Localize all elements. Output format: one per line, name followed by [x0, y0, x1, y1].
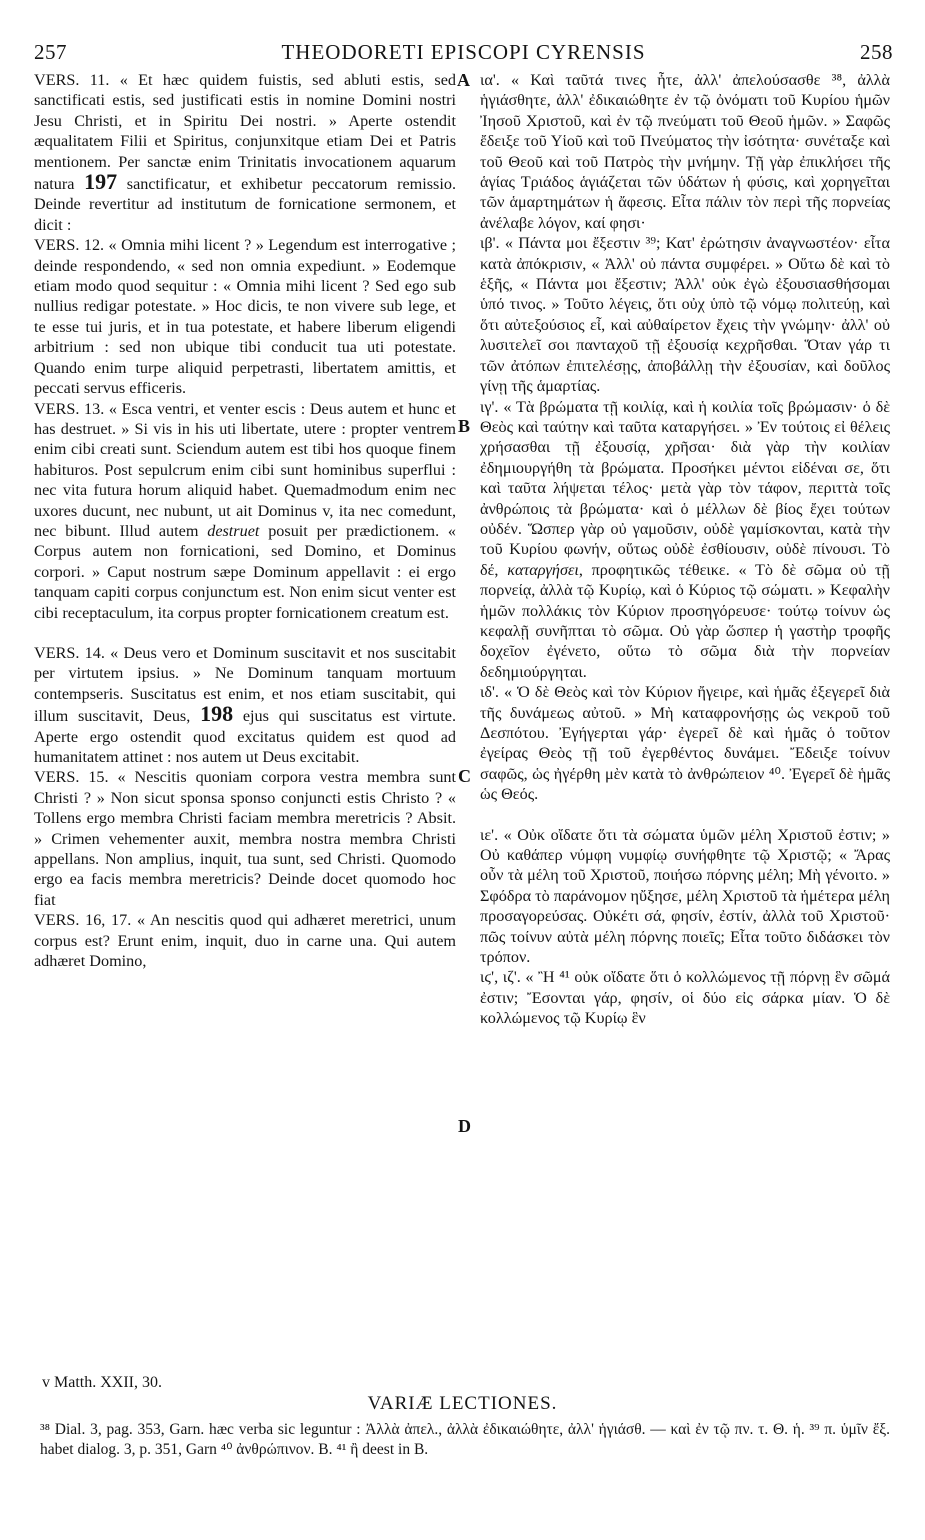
- variae-lectiones-heading: VARIÆ LECTIONES.: [367, 1393, 558, 1414]
- greek-paragraph-12: ιβ'. « Πάντα μοι ἔξεστιν ³⁹; Κατ' ἐρώτησιν ἀναγνωστέον· εἶτα κατὰ ἀπόκρισιν, « Ἀλλ' οὐ πάντα συμφέρει. » Οὕτω δὲ καὶ τὸ ἑξῆς, « Πάντα μοι ἔξεστιν; Ἀλλ' οὐκ ἐγὼ ἐξουσιασθήσομαι ὑπό τινος. » Τοῦτο λέγεις, ὅτι οὐχ ὑπὸ τῷ νόμῳ πολιτεύῃ, καὶ ὅτι αὐτεξούσιος εἶ, καὶ αὐθαίρετον ἔχεις τὴν γνώμην· ἀλλ' οὐ λυσιτελεῖ σοι πανταχοῦ τῇ ἐξουσίᾳ κεχρῆσθαι. Ὅταν γάρ τι τῶν ἀτόπων ἐπιτελέσῃς, ἀποβάλλῃ τὴν ἐξουσίαν, καὶ δοῦλος γίνῃ τῆς ἁμαρτίας.: [480, 234, 890, 396]
- right-page-number: 258: [860, 40, 893, 64]
- latin-paragraph-vers-16-17: VERS. 16, 17. « An nescitis quod qui adhæret meretrici, unum corpus est? Erunt enim, inquit, duo in carne una. Qui autem adhæret Domino,: [34, 911, 456, 971]
- paragraph-gap: [480, 805, 890, 825]
- footnote-matthew: v Matth. XXII, 30.: [42, 1374, 162, 1391]
- emphasis-destruet: destruet: [207, 521, 260, 540]
- column-number-197: 197: [84, 169, 118, 195]
- greek-paragraph-14: ιδ'. « Ὁ δὲ Θεὸς καὶ τὸν Κύριον ἤγειρε, καὶ ἡμᾶς ἐξεγερεῖ διὰ τῆς δυνάμεως αὐτοῦ. » Μὴ καταφρονήσῃς ὡς νεκροῦ τοῦ Δεσπότου. Ἐγήγερται γάρ· ἐγερεῖ δὲ καὶ ἡμᾶς ὁ τοῦτον ἐγείρας Θεὸς τῇ τοῦ ἐγερθέντος δυνάμει. Ἔδειξε τοίνυν σαφῶς, ὡς ἠγέρθη μὲν κατὰ τὸ ἀνθρώπειον ⁴⁰. Ἐγερεῖ δὲ ἡμᾶς ὡς Θεός.: [480, 683, 890, 804]
- margin-letter-b: B: [458, 416, 471, 436]
- left-page-number: 257: [34, 40, 67, 64]
- paragraph-gap: [34, 623, 456, 643]
- variae-lectiones-notes: ³⁸ Dial. 3, pag. 353, Garn. hæc verba sic leguntur : Ἀλλὰ ἀπελ., ἀλλὰ ἐδικαιώθητε, ἀλλ' ἡγιάσθ. — καὶ ἐν τῷ πν. τ. Θ. ἡ. ³⁹ π. ὑμῖν ἔξ. habet dialog. 3, p. 351, Garn ⁴⁰ ἀνθρώπινον. B. ⁴¹ ἢ deest in B.: [40, 1421, 890, 1458]
- column-number-198: 198: [200, 701, 234, 727]
- greek-column: [480, 70, 890, 1029]
- margin-letter-d: D: [458, 1116, 471, 1136]
- latin-paragraph-vers-11: VERS. 11. « Et hæc quidem fuistis, sed abluti estis, sed sanctificati estis, sed justificati estis in nomine Domini nostri Jesu Christi, et in Spiritu Dei nostri. » Aperte ostendit æqualitatem Filii et Spiritus, conjunxitque etiam Dei et Patris mentionem. Per sanctæ enim Trinitatis invocationem aquarum natura 197 sanctificatur, et exhibetur peccatorum remissio. Deinde revertitur ad institutum de fornicatione sermonem, et dicit :: [34, 71, 456, 234]
- greek-paragraph-13: ιγ'. « Τὰ βρώματα τῇ κοιλίᾳ, καὶ ἡ κοιλία τοῖς βρώμασιν· ὁ δὲ Θεὸς καὶ ταύτην καὶ ταῦτα καταργήσει. » Ἐν τούτοις εἰ θέλεις χρήσασθαι τῇ ἐξουσίᾳ, χρῆσαι· διὰ γὰρ τὴν κοιλίαν ἐδημιουργήθη τὰ βρώματα. Προσήκει μέντοι εἰδέναι σε, ὅτι καὶ ταῦτα λήψεται τέλος· μετὰ γὰρ τὸν τάφον, περιττὰ τοῖς ἀνθρώποις τὰ βρώματα· καὶ ὁ μέλλων δὲ βίος ἔχει τούτων οὐδέν. Ὥσπερ γὰρ οὐ γαμοῦσιν, οὐδὲ γαμίσκονται, κατὰ τὴν τοῦ Κυρίου φωνήν, οὕτως οὐδὲ ἐσθίουσιν, οὐδὲ πίνουσι. Τὸ δέ, καταργήσει, προφητικῶς τέθεικε. « Τὸ δὲ σῶμα οὐ τῇ πορνείᾳ, ἀλλὰ τῷ Κυρίῳ, καὶ ὁ Κύριος τῷ σώματι. » Κεφαλὴν ἡμῶν πολλάκις τὸν Κύριον προσηγόρευσε· τούτῳ τοίνυν ὡς κεφαλῇ συνῆπται τὸ σῶμα. Οὐ γὰρ ὥσπερ ἡ γαστὴρ τροφῆς δοχεῖον ἐγένετο, οὕτω τὸ σῶμα διὰ τὴν πορνείαν δεδημιούργηται.: [480, 397, 890, 681]
- greek-paragraph-16-17: ιϛ', ιζ'. « Ἢ ⁴¹ οὐκ οἴδατε ὅτι ὁ κολλώμενος τῇ πόρνῃ ἓν σῶμά ἐστιν; Ἔσονται γάρ, φησίν, οἱ δύο εἰς σάρκα μίαν. Ὁ δὲ κολλώμενος τῷ Κυρίῳ ἓν: [480, 968, 890, 1028]
- latin-column: [34, 70, 456, 971]
- margin-letter-a: A: [457, 70, 470, 90]
- latin-paragraph-vers-15: VERS. 15. « Nescitis quoniam corpora vestra membra sunt Christi ? » Non sicut sponsa sponso conjuncti estis Christo ? « Tollens ergo membra Christi faciam membra meretricis ? Absit. » Crimen vehementer auxit, membra nostra membra Christi appellans. Non amplius, inquit, tua sunt, sed Christi. Quomodo ergo ea facis membra meretricis? Deinde docet quomodo hoc fiat: [34, 768, 456, 909]
- greek-paragraph-11: ια'. « Καὶ ταῦτά τινες ἦτε, ἀλλ' ἀπελούσασθε ³⁸, ἀλλὰ ἡγιάσθητε, ἀλλ' ἐδικαιώθητε ἐν τῷ ὀνόματι τοῦ Κυρίου ἡμῶν Ἰησοῦ Χριστοῦ, καὶ ἐν τῷ πνεύματι τοῦ Θεοῦ ἡμῶν. » Σαφῶς ἔδειξε τοῦ Υἱοῦ καὶ τοῦ Πνεύματος τὴν ἰσότητα· συνέταξε καὶ τοῦ Θεοῦ καὶ τοῦ Πατρὸς τὴν μνήμην. Τῇ γὰρ ἐπικλήσει τῆς ἁγίας Τριάδος ἁγιάζεται τῶν ὑδάτων ἡ φύσις, καὶ χορηγεῖται τῶν ἁμαρτημάτων ἡ ἄφεσις. Εἶτα πάλιν τὸν περὶ τῆς πορνείας ἀνέλαβε λόγον, καί φησι·: [480, 71, 890, 232]
- latin-paragraph-vers-14: VERS. 14. « Deus vero et Dominum suscitavit et nos suscitabit per virtutem ipsius. » Ne Dominum tanquam mortuum contempseris. Suscitatus est enim, et nos etiam suscitabit, qui illum suscitavit, Deus, 198 ejus qui suscitatus est virtute. Aperte ergo ostendit quod excitatus quidem est quod ad humanitatem attinet : nos autem ut Deus excitabit.: [34, 643, 457, 766]
- running-title: THEODORETI EPISCOPI CYRENSIS: [281, 40, 646, 64]
- emphasis-katargesei: καταργήσει: [507, 560, 579, 579]
- margin-letter-c: C: [458, 766, 471, 786]
- running-header: [34, 40, 893, 70]
- latin-paragraph-vers-13: VERS. 13. « Esca ventri, et venter escis : Deus autem et hunc et has destruet. » Si vis in his uti libertate, utere : propter ventrem enim cibi creati sunt. Sciendum autem est tibi hos quoque finem habituros. Post sepulcrum enim cibi sunt hominibus superflui : nec vita futura horum aliquid habet. Quemadmodum enim nec uxores ducunt, nec nubunt, ut ait Dominus v, ita nec comedunt, nec bibunt. Illud autem destruet posuit per prædictionem. « Corpus autem non fornicationi, sed Domino, et Dominus corpori. » Caput nostrum sæpe Dominum appellavit : ei ergo tanquam capiti corpus conjunctum est. Non enim sicut venter est cibi receptaculum, ita corpus propter fornicationem creatum est.: [34, 399, 457, 622]
- latin-paragraph-vers-12: VERS. 12. « Omnia mihi licent ? » Legendum est interrogative ; deinde respondendo, « sed non omnia expediunt. » Eodemque etiam modo quod sequitur : « Omnia mihi licent ? Sed ego sub nullius redigar potestate. » Hoc dicis, te non vivere sub lege, et te esse tui juris, et in tua potestate, et habere liberum eligendi arbitrium : sed non ubique tibi conducit tua uti potestate. Quando enim turpe aliquid perpetrasti, libertatem amittis, et peccati servus efficeris.: [34, 236, 456, 398]
- greek-paragraph-15: ιε'. « Οὐκ οἴδατε ὅτι τὰ σώματα ὑμῶν μέλη Χριστοῦ ἐστιν; » Οὐ καθάπερ νύμφη νυμφίῳ συνήφθητε τῷ Χριστῷ; « Ἄρας οὖν τὰ μέλη τοῦ Χριστοῦ, ποιήσω πόρνης μέλη; Μὴ γένοιτο. » Σφόδρα τὸ παράνομον ηὔξησε, μέλη Χριστοῦ τὰ ἡμέτερα μέλη προσαγορεύσας. Οὐκέτι σά, φησίν, ἐστίν, ἀλλὰ τοῦ Χριστοῦ· πῶς τοίνυν αὐτὰ μέλη πόρνης ποιεῖς; Εἶτα τοῦτο διδάσκει τὸν τρόπον.: [480, 825, 891, 967]
